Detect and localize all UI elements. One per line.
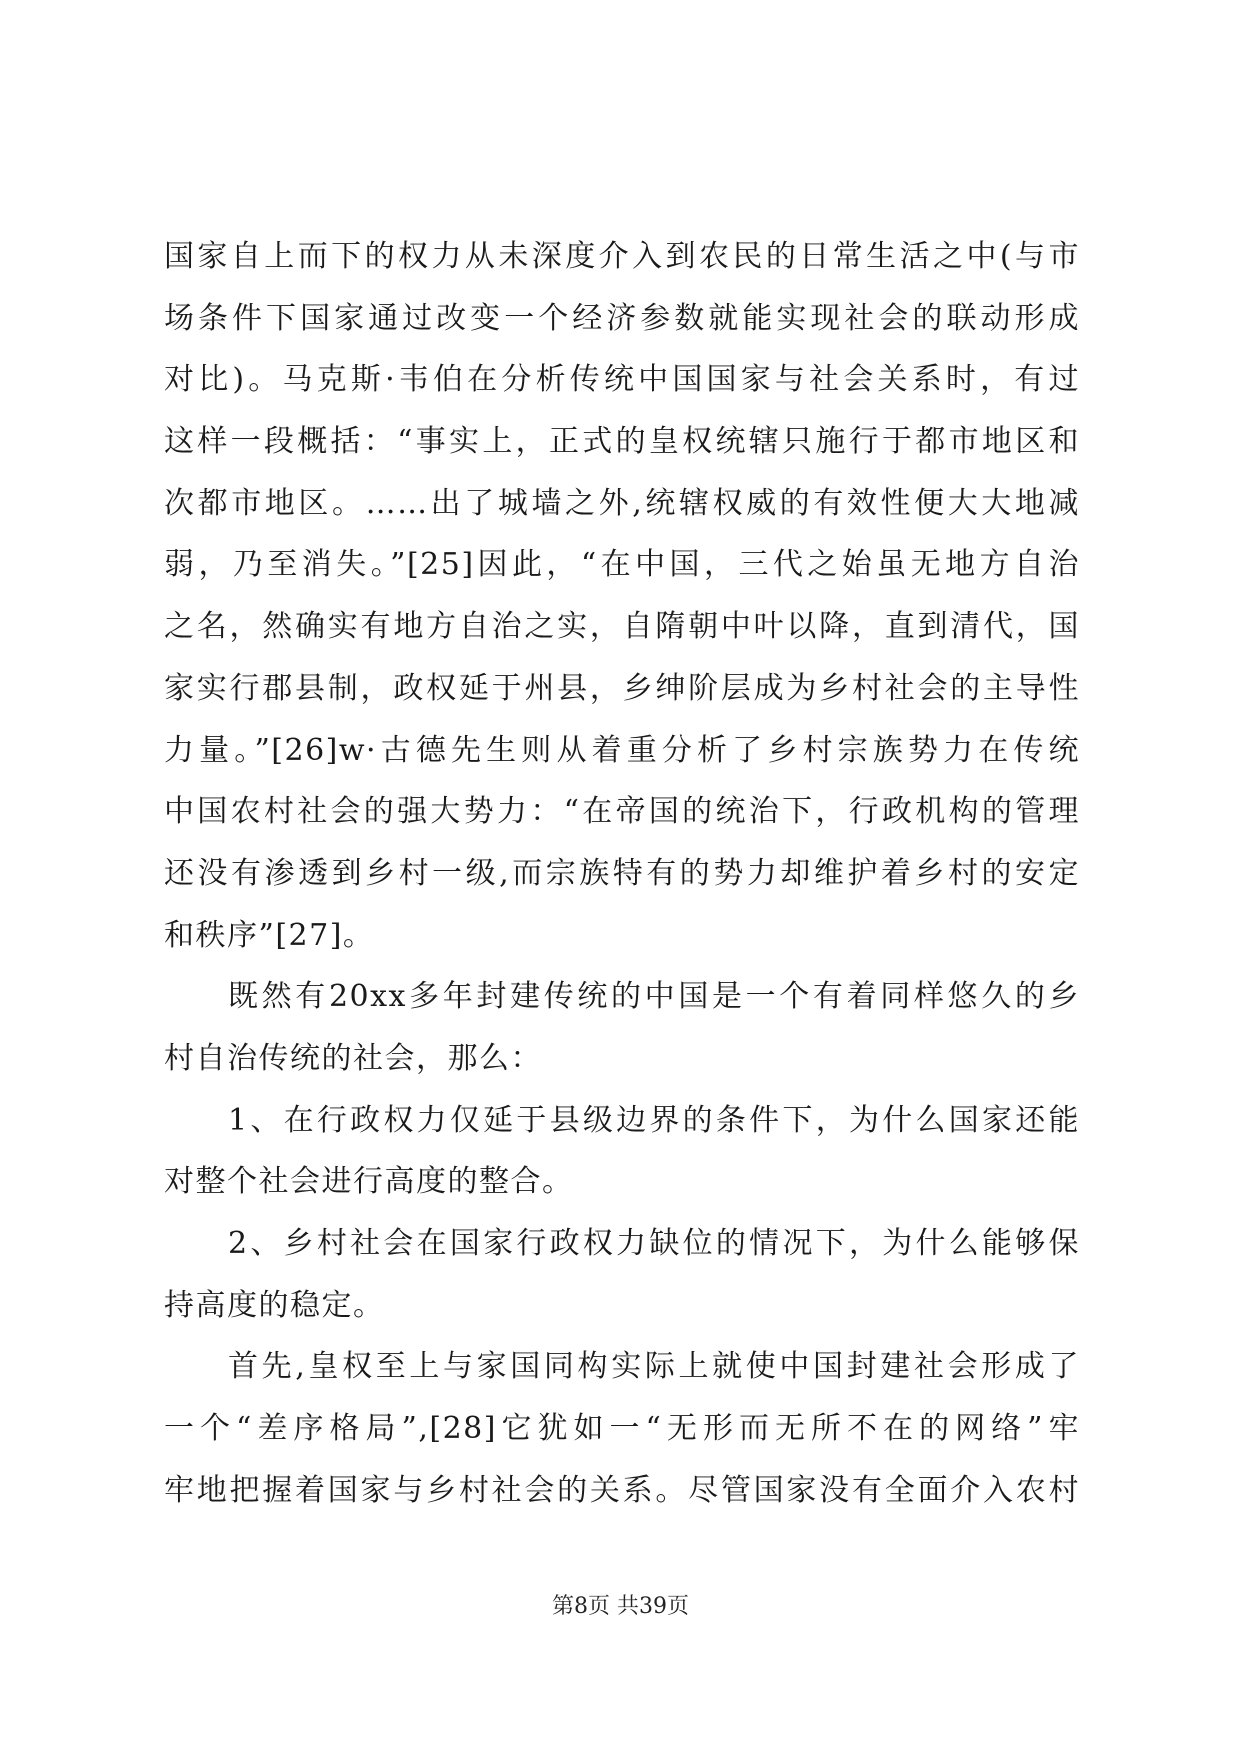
text-line: 力量。”[26]w·古德先生则从着重分析了乡村宗族势力在传统 xyxy=(164,732,1080,768)
paragraph-5 xyxy=(164,1336,1080,1521)
text-line: 一个“差序格局”,[28]它犹如一“无形而无所不在的网络”牢 xyxy=(164,1411,1080,1447)
paragraph-4 xyxy=(164,1213,1080,1336)
text-line: 对比)。马克斯·韦伯在分析传统中国国家与社会关系时，有过 xyxy=(164,362,1080,398)
text-line: 弱，乃至消失。”[25]因此，“在中国，三代之始虽无地方自治 xyxy=(164,547,1080,583)
text-line: 家实行郡县制，政权延于州县，乡绅阶层成为乡村社会的主导性 xyxy=(164,670,1080,706)
text-line: 持高度的稳定。 xyxy=(164,1287,385,1323)
text-line: 和秩序”[27]。 xyxy=(164,917,375,953)
text-line: 之名，然确实有地方自治之实，自隋朝中叶以降，直到清代，国 xyxy=(164,609,1080,645)
text-line: 场条件下国家通过改变一个经济参数就能实现社会的联动形成 xyxy=(164,300,1080,336)
paragraph-2 xyxy=(164,966,1080,1089)
text-line: 村自治传统的社会，那么： xyxy=(164,1040,542,1076)
paragraph-1 xyxy=(164,226,1080,966)
body-text xyxy=(164,226,1080,1521)
text-line: 国家自上而下的权力从未深度介入到农民的日常生活之中(与市 xyxy=(164,239,1080,274)
text-line: 还没有渗透到乡村一级,而宗族特有的势力却维护着乡村的安定 xyxy=(164,855,1080,891)
text-line: 次都市地区。……出了城墙之外,统辖权威的有效性便大大地减 xyxy=(164,485,1080,521)
text-line: 1、在行政权力仅延于县级边界的条件下，为什么国家还能 xyxy=(228,1102,1080,1138)
text-line: 既然有20xx多年封建传统的中国是一个有着同样悠久的乡 xyxy=(228,979,1080,1015)
page-number-footer: 第8页 共39页 xyxy=(552,1594,689,1619)
paragraph-3 xyxy=(164,1090,1080,1213)
text-line: 中国农村社会的强大势力：“在帝国的统治下，行政机构的管理 xyxy=(164,794,1080,830)
text-line: 对整个社会进行高度的整合。 xyxy=(164,1164,574,1200)
text-line: 首先,皇权至上与家国同构实际上就使中国封建社会形成了 xyxy=(228,1349,1080,1385)
text-line: 牢地把握着国家与乡村社会的关系。尽管国家没有全面介入农村 xyxy=(164,1472,1080,1508)
text-line: 这样一段概括：“事实上，正式的皇权统辖只施行于都市地区和 xyxy=(164,424,1080,460)
text-line: 2、乡村社会在国家行政权力缺位的情况下，为什么能够保 xyxy=(228,1226,1080,1261)
